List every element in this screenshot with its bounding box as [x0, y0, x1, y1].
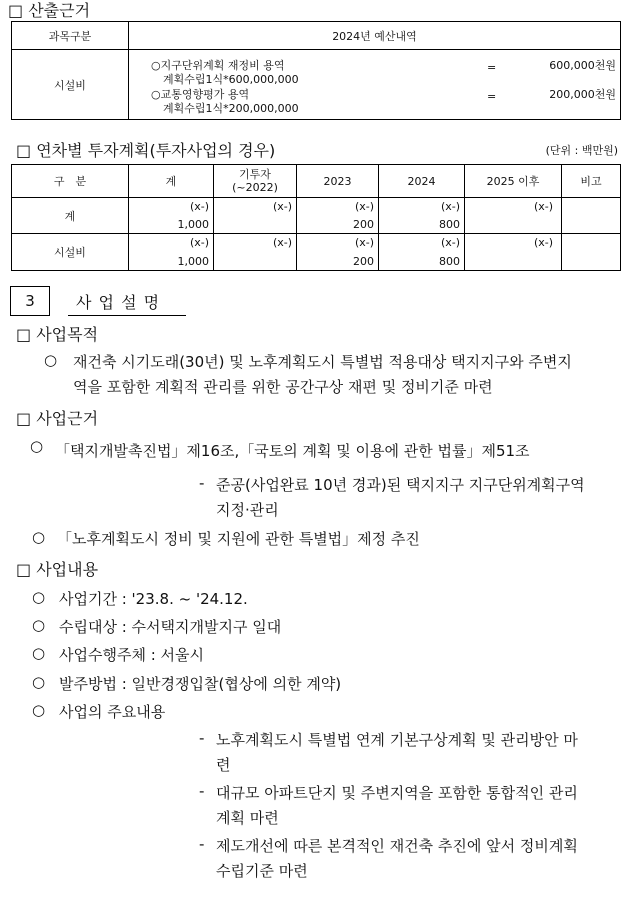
item2-amount: 200,000천원: [549, 88, 616, 101]
section2-title: □ 연차별 투자계획(투자사업의 경우): [16, 141, 276, 160]
item2-line1: ○교통영향평가 용역: [151, 88, 250, 101]
basis-item2: 「노후계획도시 정비 및 지원에 관한 특별법」제정 추진: [57, 530, 420, 548]
unit-label: (단위 : 백만원): [545, 144, 618, 157]
cell-prior: [214, 198, 297, 234]
content-item-main: 사업의 주요내용: [59, 703, 166, 721]
content-item-target: 수립대상 : 수서택지개발지구 일대: [59, 618, 282, 636]
cell-top-value: (x-): [189, 200, 209, 213]
cell-after-2025: [465, 198, 562, 234]
col-header-remarks: 비고: [562, 165, 621, 198]
main-item3-line2: 수립기준 마련: [216, 862, 308, 880]
cell-remarks: [562, 198, 621, 234]
main-item3-line1: 제도개선에 따른 본격적인 재건축 추진에 앞서 정비계획: [216, 837, 578, 855]
section-number: 3: [25, 292, 35, 310]
dash-icon: -: [199, 835, 205, 853]
budget-basis-table: [11, 21, 621, 120]
basis-sub-line1: 준공(사업완료 10년 경과)된 택지지구 지구단위계획구역: [216, 476, 585, 494]
col-header-budget: 2024년 예산내역: [129, 22, 621, 50]
investment-plan-table: [11, 164, 621, 271]
col-header-division: 구 분: [12, 165, 129, 198]
title-underline: [68, 315, 186, 316]
col-header-2023: 2023: [297, 165, 379, 198]
purpose-line1: 재건축 시기도래(30년) 및 노후계획도시 특별법 적용대상 택지지구와 주변지: [73, 353, 572, 371]
cell-top-value: (x-): [440, 200, 460, 213]
item1-line1: ○지구단위계획 재정비 용역: [151, 59, 285, 72]
bullet-icon: ○: [32, 701, 46, 719]
purpose-title: □ 사업목적: [16, 325, 99, 344]
cell-top-value: (x-): [533, 200, 553, 213]
cell-bottom-value: 200: [353, 255, 374, 268]
cell-top-value: (x-): [189, 236, 209, 249]
cell-2024: [379, 234, 465, 271]
cell-bottom-value: 200: [353, 218, 374, 231]
cell-top-value: (x-): [354, 236, 374, 249]
main-item1-line1: 노후계획도시 특별법 연계 기본구상계획 및 관리방안 마: [216, 731, 578, 749]
cell-top-value: (x-): [533, 236, 553, 249]
bullet-icon: ○: [32, 644, 46, 662]
row-label-total: 계: [12, 198, 129, 234]
basis-sub-line2: 지정·관리: [216, 501, 279, 519]
bullet-icon: ○: [32, 616, 46, 634]
dash-icon: -: [199, 474, 205, 492]
cell-after-2025: [465, 234, 562, 271]
col-header-total: 계: [129, 165, 214, 198]
main-item1-line2: 련: [216, 756, 231, 774]
main-item2-line2: 계획 마련: [216, 809, 279, 827]
budget-detail-cell: [129, 50, 621, 120]
basis-item1: 「택지개발촉진법」제16조,「국토의 계획 및 이용에 관한 법률」제51조: [55, 442, 530, 460]
item2-equals: =: [487, 90, 497, 103]
prior-investment-label: 기투자: [239, 168, 271, 181]
cell-total: [129, 198, 214, 234]
content-item-ordering: 발주방법 : 일반경쟁입찰(협상에 의한 계약): [59, 675, 342, 693]
cell-top-value: (x-): [272, 236, 292, 249]
content-title: □ 사업내용: [16, 560, 99, 579]
cell-top-value: (x-): [440, 236, 460, 249]
section-number-box: [10, 286, 50, 316]
item1-amount: 600,000천원: [549, 59, 616, 72]
dash-icon: -: [199, 782, 205, 800]
cell-2024: [379, 198, 465, 234]
section3-title: 사 업 설 명: [76, 293, 161, 312]
cell-2023: [297, 198, 379, 234]
table-row: [12, 198, 621, 234]
cell-remarks: [562, 234, 621, 271]
item2-line2: 계획수립1식*200,000,000: [163, 102, 299, 115]
main-item2-line1: 대규모 아파트단지 및 주변지역을 포함한 통합적인 관리: [216, 784, 578, 802]
bullet-icon: ○: [32, 528, 46, 546]
purpose-line2: 역을 포함한 계획적 관리를 위한 공간구상 재편 및 정비기준 마련: [73, 378, 493, 396]
col-header-prior-investment: [214, 165, 297, 198]
table-row: [12, 234, 621, 271]
cell-bottom-value: 1,000: [177, 255, 209, 268]
prior-investment-period: (~2022): [232, 181, 278, 194]
item1-line2: 계획수립1식*600,000,000: [163, 73, 299, 86]
cell-2023: [297, 234, 379, 271]
bullet-icon: ○: [44, 351, 58, 369]
cell-prior: [214, 234, 297, 271]
dash-icon: -: [199, 729, 205, 747]
bullet-icon: ○: [30, 437, 44, 455]
content-item-period: 사업기간 : '23.8. ~ '24.12.: [59, 590, 248, 608]
bullet-icon: ○: [32, 588, 46, 606]
cell-total: [129, 234, 214, 271]
row-label-facility: 시설비: [12, 234, 129, 271]
col-header-after-2025: 2025 이후: [465, 165, 562, 198]
cell-bottom-value: 1,000: [177, 218, 209, 231]
cell-top-value: (x-): [272, 200, 292, 213]
section1-title: □ 산출근거: [8, 1, 91, 20]
cell-bottom-value: 800: [439, 218, 460, 231]
item1-equals: =: [487, 61, 497, 74]
cell-bottom-value: 800: [439, 255, 460, 268]
content-item-executor: 사업수행주체 : 서울시: [59, 646, 205, 664]
col-header-2024: 2024: [379, 165, 465, 198]
basis-title: □ 사업근거: [16, 409, 99, 428]
cell-top-value: (x-): [354, 200, 374, 213]
col-header-category: 과목구분: [12, 22, 129, 50]
bullet-icon: ○: [32, 673, 46, 691]
row-label-facility: 시설비: [12, 50, 129, 120]
